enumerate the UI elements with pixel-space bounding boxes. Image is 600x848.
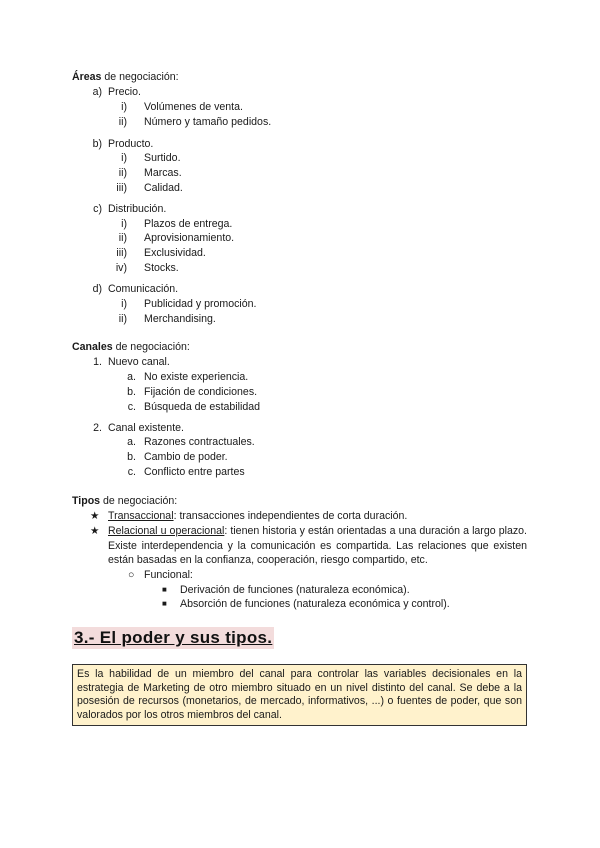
list-marker: d): [92, 283, 102, 295]
list-marker: i): [121, 298, 127, 310]
list-label: Derivación de funciones (naturaleza económica).: [180, 584, 410, 596]
list-marker: c.: [127, 466, 136, 478]
list-marker: a): [92, 86, 102, 98]
list-marker: b.: [127, 451, 136, 463]
list-marker: b): [92, 138, 102, 150]
list-label: No existe experiencia.: [144, 371, 249, 383]
list-marker: b.: [127, 386, 136, 398]
transaccional-desc: : transacciones independientes de corta duración.: [173, 510, 408, 522]
transaccional-term: Transaccional: [108, 510, 174, 522]
list-label: Calidad.: [144, 182, 183, 194]
list-marker: ii): [118, 167, 127, 179]
list-marker: iii): [116, 247, 127, 259]
section-title: 3.- El poder y sus tipos.: [74, 628, 273, 647]
list-marker: iv): [115, 262, 127, 274]
list-marker: c.: [127, 401, 136, 413]
list-label: Volúmenes de venta.: [144, 101, 243, 113]
list-marker: ii): [118, 116, 127, 128]
list-marker: iii): [116, 182, 127, 194]
list-marker: ii): [118, 232, 127, 244]
canales-heading-bold: Canales: [72, 341, 113, 353]
list-marker: c): [93, 203, 102, 215]
list-label: Fijación de condiciones.: [144, 386, 258, 398]
areas-heading-bold: Áreas: [72, 71, 102, 83]
list-label: Merchandising.: [144, 313, 216, 325]
list-label: Exclusividad.: [144, 247, 206, 259]
list-label: Aprovisionamiento.: [144, 232, 235, 244]
list-marker: i): [121, 218, 127, 230]
relacional-term: Relacional u operacional: [108, 525, 225, 537]
list-label: Número y tamaño pedidos.: [144, 116, 272, 128]
list-label: Publicidad y promoción.: [144, 298, 257, 310]
list-label: Nuevo canal.: [108, 356, 170, 368]
list-label: Producto.: [108, 138, 154, 150]
list-label: Comunicación.: [108, 283, 179, 295]
list-label: Cambio de poder.: [144, 451, 228, 463]
square-bullet-icon: ■: [162, 599, 167, 608]
list-label: Precio.: [108, 86, 141, 98]
star-bullet-icon: ★: [90, 510, 100, 522]
list-marker: i): [121, 152, 127, 164]
list-label: Canal existente.: [108, 422, 184, 434]
list-marker: i): [121, 101, 127, 113]
list-label: Razones contractuales.: [144, 436, 255, 448]
list-label: Búsqueda de estabilidad: [144, 401, 261, 413]
list-label: Distribución.: [108, 203, 167, 215]
areas-heading-rest: de negociación:: [101, 71, 179, 83]
list-label: Stocks.: [144, 262, 179, 274]
square-bullet-icon: ■: [162, 585, 167, 594]
circle-bullet-icon: ○: [128, 569, 135, 581]
areas-heading: [72, 70, 179, 84]
funcional-label: Funcional:: [144, 569, 193, 581]
tipos-heading-bold: Tipos: [72, 495, 101, 507]
relacional-desc: : tienen historia y están orientadas a una duración a largo plazo. Existe interdependencia y la comunicación es compartida. Las relaciones que existen están basadas en la confianza, cooperación, riesgo compartido, etc.: [108, 525, 527, 567]
list-label: Absorción de funciones (naturaleza económica y control).: [180, 598, 450, 610]
list-marker: 2.: [93, 422, 102, 434]
list-marker: ii): [118, 313, 127, 325]
canales-heading-rest: de negociación:: [112, 341, 190, 353]
list-label: Plazos de entrega.: [144, 218, 233, 230]
list-label: Marcas.: [144, 167, 182, 179]
star-bullet-icon: ★: [90, 525, 100, 537]
relacional-paragraph: [108, 524, 527, 568]
list-label: Conflicto entre partes: [144, 466, 245, 478]
tipos-heading-rest: de negociación:: [100, 495, 178, 507]
tipos-heading: [72, 494, 177, 508]
list-label: Surtido.: [144, 152, 181, 164]
definition-box: Es la habilidad de un miembro del canal para controlar las variables decisionales en la estrategia de Marketing de otro miembro situado en un nivel distinto del canal. Se debe a la posesión de recursos (monetarios, de mercado, informativos, ...) o fuentes de poder, que son valorados por los otros miembros del canal.: [72, 664, 527, 726]
list-marker: a.: [127, 371, 136, 383]
list-marker: 1.: [93, 356, 102, 368]
list-marker: a.: [127, 436, 136, 448]
canales-heading: [72, 340, 190, 354]
